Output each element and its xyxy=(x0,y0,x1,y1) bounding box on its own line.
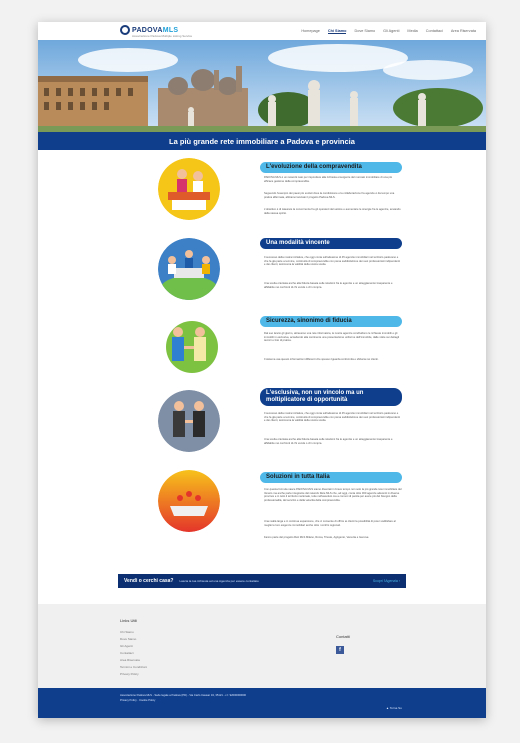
back-to-top-link[interactable]: ▲ Torna Su xyxy=(386,706,402,710)
hero-image xyxy=(38,40,486,132)
nav-gli-agenti[interactable]: Gli Agenti xyxy=(383,28,400,33)
footer-link[interactable]: Chi Siamo xyxy=(120,630,134,634)
nav-media[interactable]: Media xyxy=(407,28,418,33)
site-header xyxy=(38,22,486,40)
section-paragraph: Una realtà larga e in continua espansione, che ci consente di offrire ai clienti la possibilità di poter soddisfare al meglio le loro esigenze immobiliari anche oltre i confini regionali. xyxy=(264,520,396,527)
footer-link[interactable]: Privacy Policy xyxy=(120,672,139,676)
map-illustration xyxy=(158,470,220,532)
footer-link[interactable]: Contattaci xyxy=(120,651,134,655)
main-nav xyxy=(301,29,476,34)
section-title: L'esclusiva, non un vincolo ma un moltiplicatore di opportunità xyxy=(260,388,402,406)
section-paragraph: Dal suo lancio gli giorno, attraverso una rete informatica, le nostre agenzie condividono le richieste immobili e gli immobili in esclusiva, accedendo alla continente una presentazione uniforme dell'immobile, dalle visite sui dettagli tecnici e foto di pratica. xyxy=(264,332,400,343)
section-title: Soluzioni in tutta Italia xyxy=(260,472,402,483)
logo-text-b: MLS xyxy=(162,26,179,34)
legal-text: Associazione Padova MLS - Sede legale a Padova (PD) - Via Carlo Cassan 34, 35121 - c.f. 92000000000 xyxy=(120,694,247,697)
section-paragraph: Con questa formula nasce PADOVA MLS siamo diventati in breve tempo non solo la più grande rete immobiliare del Veneto ma anche parte integrante del network Rete MLS che, ad oggi, conta oltre 300 agenzie aderenti in diverse province e in tutto il territorio nazionale, tutte nell'assoluto ma a comuni di parola per avere più del bisogno della professionalità, del servizio e della velocità della compravendita. xyxy=(264,488,402,503)
logo-text xyxy=(132,27,178,34)
nav-chi-siamo[interactable]: Chi Siamo xyxy=(327,28,347,33)
nav-contattaci[interactable]: Contattaci xyxy=(425,28,443,33)
section-paragraph: Seguendo l'esempio dei paesi più evoluti dove la condivisione e la collaborazione fra agenzie è da tempo una pratica affermata, abbiamo lanciato il progetto Padova MLS. xyxy=(264,192,395,199)
section-paragraph: L'obiettivo è di istaurare la concorrenza fra gli operatori del settore e aumentare le sinergie fra le agenzie, avviando della stessa spirito. xyxy=(264,208,401,215)
cta-link[interactable]: Scopri l'Agenzia › xyxy=(372,579,400,583)
footer-link[interactable]: Dove Siamo xyxy=(120,637,137,641)
couple-illustration xyxy=(158,158,220,220)
hero-illustration xyxy=(38,40,486,132)
handshake-illustration xyxy=(158,316,220,378)
section-title: Sicurezza, sinonimo di fiducia xyxy=(260,316,402,327)
section-paragraph: Una scelta orientata anche alla fiducia basata sulle relazioni fra le agenzie e un atteggiamento trasparente e affidabile nei confronti di chi vende o chi compra. xyxy=(264,438,393,445)
section-paragraph: Il successo della nostra iniziativa, che oggi conta sull'adesione di 45 agenzie immobiliari nel territorio padovano e che fa già parte a termine, continuità di compravendite con piena soddisfazione dei suoi professionisti indipendenti e dei clienti, testimonia la validità della nostra scelta. xyxy=(264,256,400,267)
hero-band xyxy=(38,132,486,150)
logo-icon xyxy=(120,25,130,35)
footer-link[interactable]: Gli Agenti xyxy=(120,644,133,648)
nav-homepage[interactable]: Homepage xyxy=(301,28,320,33)
cta-text: Lascia la tua richiesta ad una Agenzia per essere contattato xyxy=(179,579,259,583)
footer-contact-title: Contatti xyxy=(336,634,350,639)
page xyxy=(38,22,486,718)
section-paragraph: Fanno parte del progetto Reti MLS Milano, Roma, Trieste, Agrigento, Venezia e Genova xyxy=(264,536,369,539)
nav-area-riservata[interactable]: Area Riservata xyxy=(450,28,476,33)
section-title: L'evoluzione della compravendita xyxy=(260,162,402,173)
facebook-icon[interactable]: f xyxy=(336,646,344,654)
hero-title: La più grande rete immobiliare a Padova e provincia xyxy=(169,136,355,146)
businessmen-illustration xyxy=(158,390,220,452)
logo-subtitle: Associazione Padova Multiple Listing Service xyxy=(132,34,193,38)
section-paragraph: Una scelta orientata anche alla fiducia basata sulle relazioni fra le agenzie e un atteggiamento trasparente e affidabile nei confronti di chi vende o chi compra. xyxy=(264,282,393,289)
footer-links-title: Links Utili xyxy=(120,618,138,623)
section-title: Una modalità vincente xyxy=(260,238,402,249)
section-paragraph: Il sistema usa questo informazioni differenti che spesso riguarda conformità e sfiducia nei clienti. xyxy=(264,358,379,361)
nav-dove-siamo[interactable]: Dove Siamo xyxy=(354,28,376,33)
cta-title: Vendi o cerchi casa? xyxy=(124,578,174,584)
footer xyxy=(38,604,486,688)
meeting-illustration xyxy=(158,238,220,300)
policy-links[interactable]: Privacy Policy · Cookie Policy xyxy=(120,699,156,702)
footer-link[interactable]: Area Riservata xyxy=(120,658,140,662)
logo-text-a: PADOVA xyxy=(132,26,163,34)
cta-bar xyxy=(118,574,406,588)
bottom-bar xyxy=(38,688,486,718)
section-paragraph: PADOVA MLS è un network nato per rispondere alla richiesta emergente del mercato immobiliare di una più efficace gestione della compravendita. xyxy=(264,176,393,183)
footer-link[interactable]: Termini e Condizioni xyxy=(120,665,148,669)
section-paragraph: Il successo della nostra iniziativa, che oggi conta sull'adesione di 45 agenzie immobiliari nel territorio padovano e che fa già parte a termine, continuità di compravendite con piena soddisfazione dei suoi professionisti indipendenti e dei clienti, testimonia la validità della nostra scelta. xyxy=(264,412,400,423)
